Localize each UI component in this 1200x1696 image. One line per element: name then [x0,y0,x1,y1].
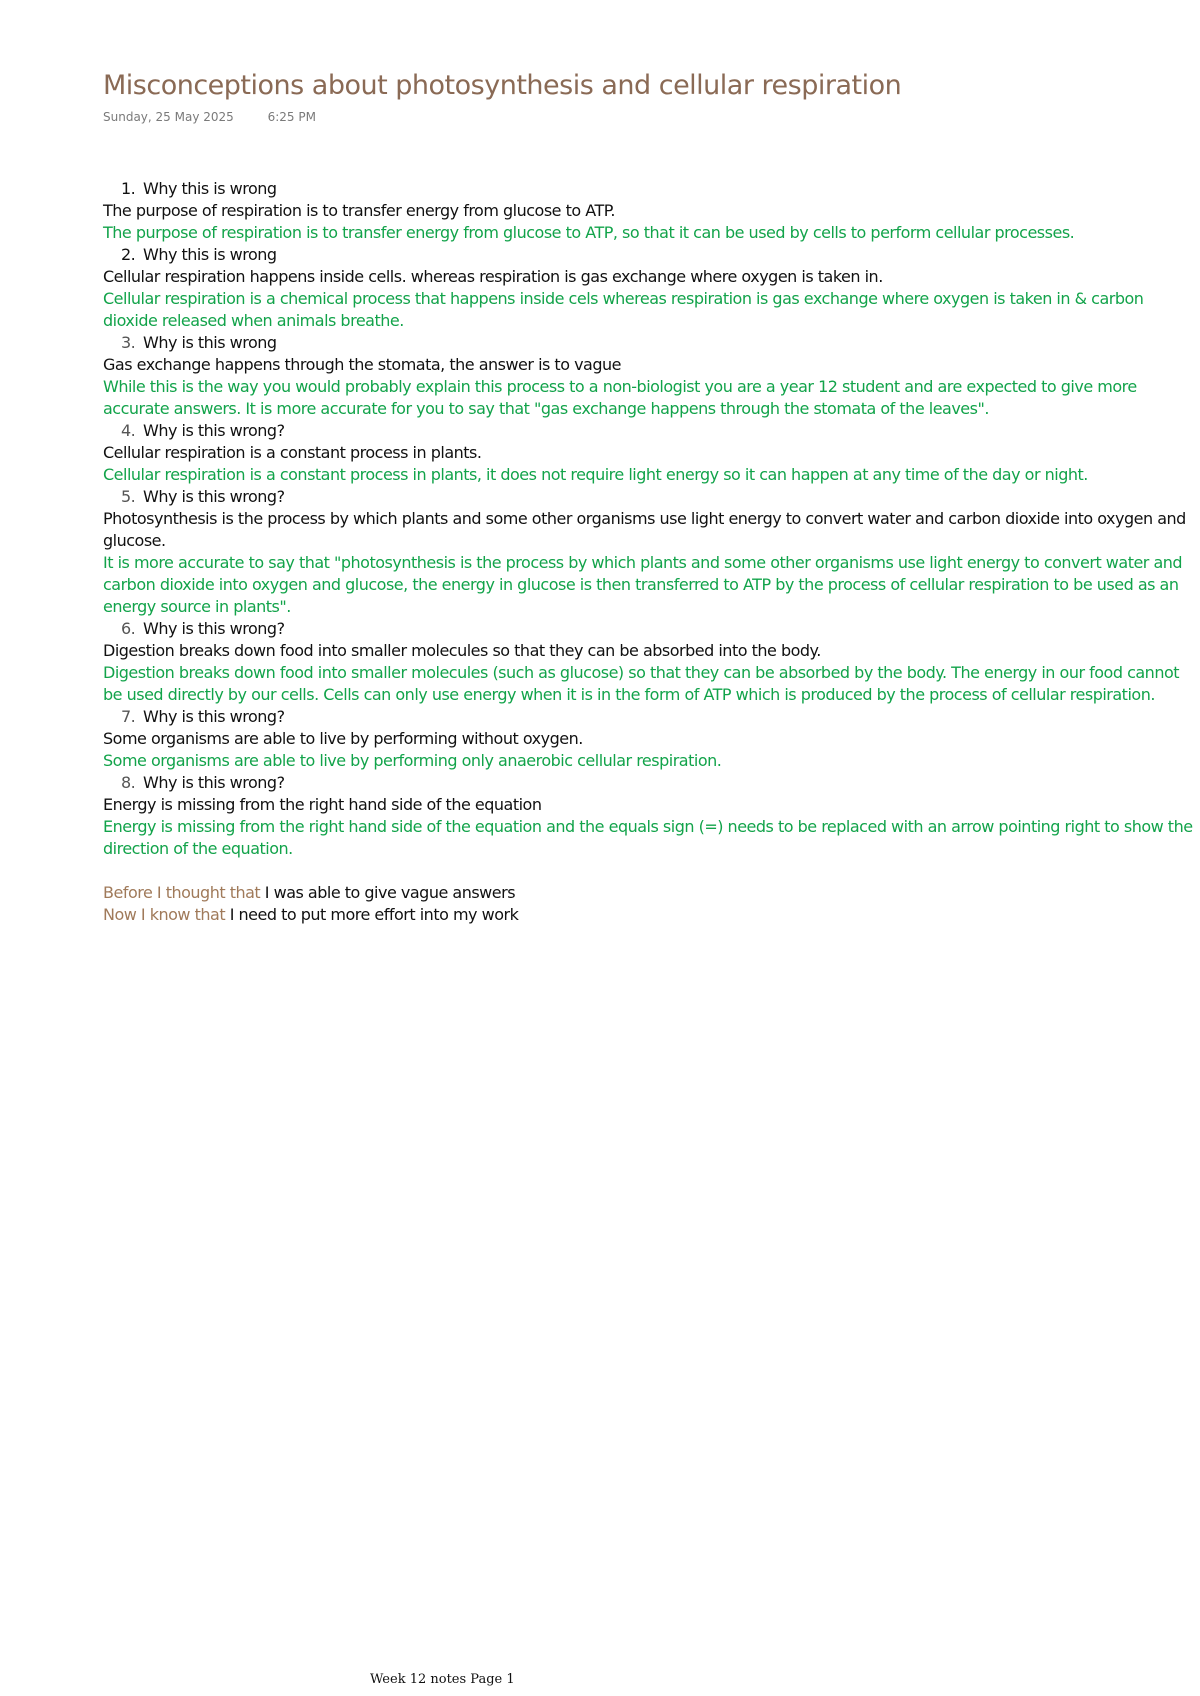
page-date: Sunday, 25 May 2025 [103,110,234,124]
list-number: 2. [121,245,136,264]
list-number: 4. [121,421,136,440]
list-number: 6. [121,619,136,638]
misconception-statement: The purpose of respiration is to transfer energy from glucose to ATP. [103,201,615,220]
misconception-statement: Digestion breaks down food into smaller molecules so that they can be absorbed into the body. [103,641,821,660]
misconception-statement: Some organisms are able to live by performing without oxygen. [103,729,583,748]
question-text: Why is this wrong? [143,421,285,440]
page-footer: Week 12 notes Page 1 [370,1672,515,1687]
question-line [103,618,1195,640]
misconception-statement: Photosynthesis is the process by which plants and some other organisms use light energy to convert water and carbon dioxide into oxygen and glucose. [103,509,1186,550]
misconception-statement: Cellular respiration happens inside cells. whereas respiration is gas exchange where oxygen is taken in. [103,267,883,286]
corrected-answer: Digestion breaks down food into smaller molecules (such as glucose) so that they can be absorbed by the body. The energy in our food cannot be used directly by our cells. Cells can only use energy when it is in the form of ATP which is produced by the process of cellular respiration. [103,663,1180,704]
corrected-answer: Cellular respiration is a constant process in plants, it does not require light energy so it can happen at any time of the day or night. [103,465,1088,484]
corrected-answer: It is more accurate to say that "photosynthesis is the process by which plants and some other organisms use light energy to convert water and carbon dioxide into oxygen and glucose, the energy in glucose is then transferred to ATP by the process of cellular respiration to be used as an energy source in plants". [103,553,1183,616]
corrected-answer: While this is the way you would probably explain this process to a non-biologist you are a year 12 student and are expected to give more accurate answers. It is more accurate for you to say that "gas exchange happens through the stomata of the leaves". [103,377,1137,418]
question-text: Why is this wrong? [143,487,285,506]
question-text: Why this is wrong [143,179,277,198]
reflection-before-label: Before I thought that [103,883,261,902]
list-number: 1. [121,179,136,198]
misconception-statement: Gas exchange happens through the stomata, the answer is to vague [103,355,621,374]
question-line [103,178,1195,200]
corrected-answer: The purpose of respiration is to transfer energy from glucose to ATP, so that it can be used by cells to perform cellular processes. [103,223,1075,242]
list-number: 7. [121,707,136,726]
list-number: 3. [121,333,136,352]
page-time: 6:25 PM [267,110,316,124]
spacer [103,860,1195,882]
question-text: Why is this wrong? [143,773,285,792]
reflection-before [103,882,1195,904]
reflection-now-label: Now I know that [103,905,226,924]
misconception-statement: Energy is missing from the right hand side of the equation [103,795,542,814]
page-title: Misconceptions about photosynthesis and cellular respiration [103,70,902,101]
misconception-statement: Cellular respiration is a constant process in plants. [103,443,482,462]
question-line [103,244,1195,266]
list-number: 5. [121,487,136,506]
corrected-answer: Cellular respiration is a chemical process that happens inside cels whereas respiration is gas exchange where oxygen is taken in & carbon dioxide released when animals breathe. [103,289,1144,330]
reflection-now-value: I need to put more effort into my work [229,905,519,924]
question-text: Why this is wrong [143,245,277,264]
list-number: 8. [121,773,136,792]
reflection-before-value: I was able to give vague answers [264,883,516,902]
question-line [103,706,1195,728]
reflection-now [103,904,1195,926]
question-line [103,486,1195,508]
question-line [103,420,1195,442]
notes-body [103,178,1195,926]
question-text: Why is this wrong [143,333,277,352]
corrected-answer: Energy is missing from the right hand side of the equation and the equals sign (=) needs to be replaced with an arrow pointing right to show the direction of the equation. [103,817,1193,858]
question-text: Why is this wrong? [143,619,285,638]
question-line [103,772,1195,794]
question-line [103,332,1195,354]
page-date-time [103,110,316,124]
question-text: Why is this wrong? [143,707,285,726]
corrected-answer: Some organisms are able to live by performing only anaerobic cellular respiration. [103,751,722,770]
